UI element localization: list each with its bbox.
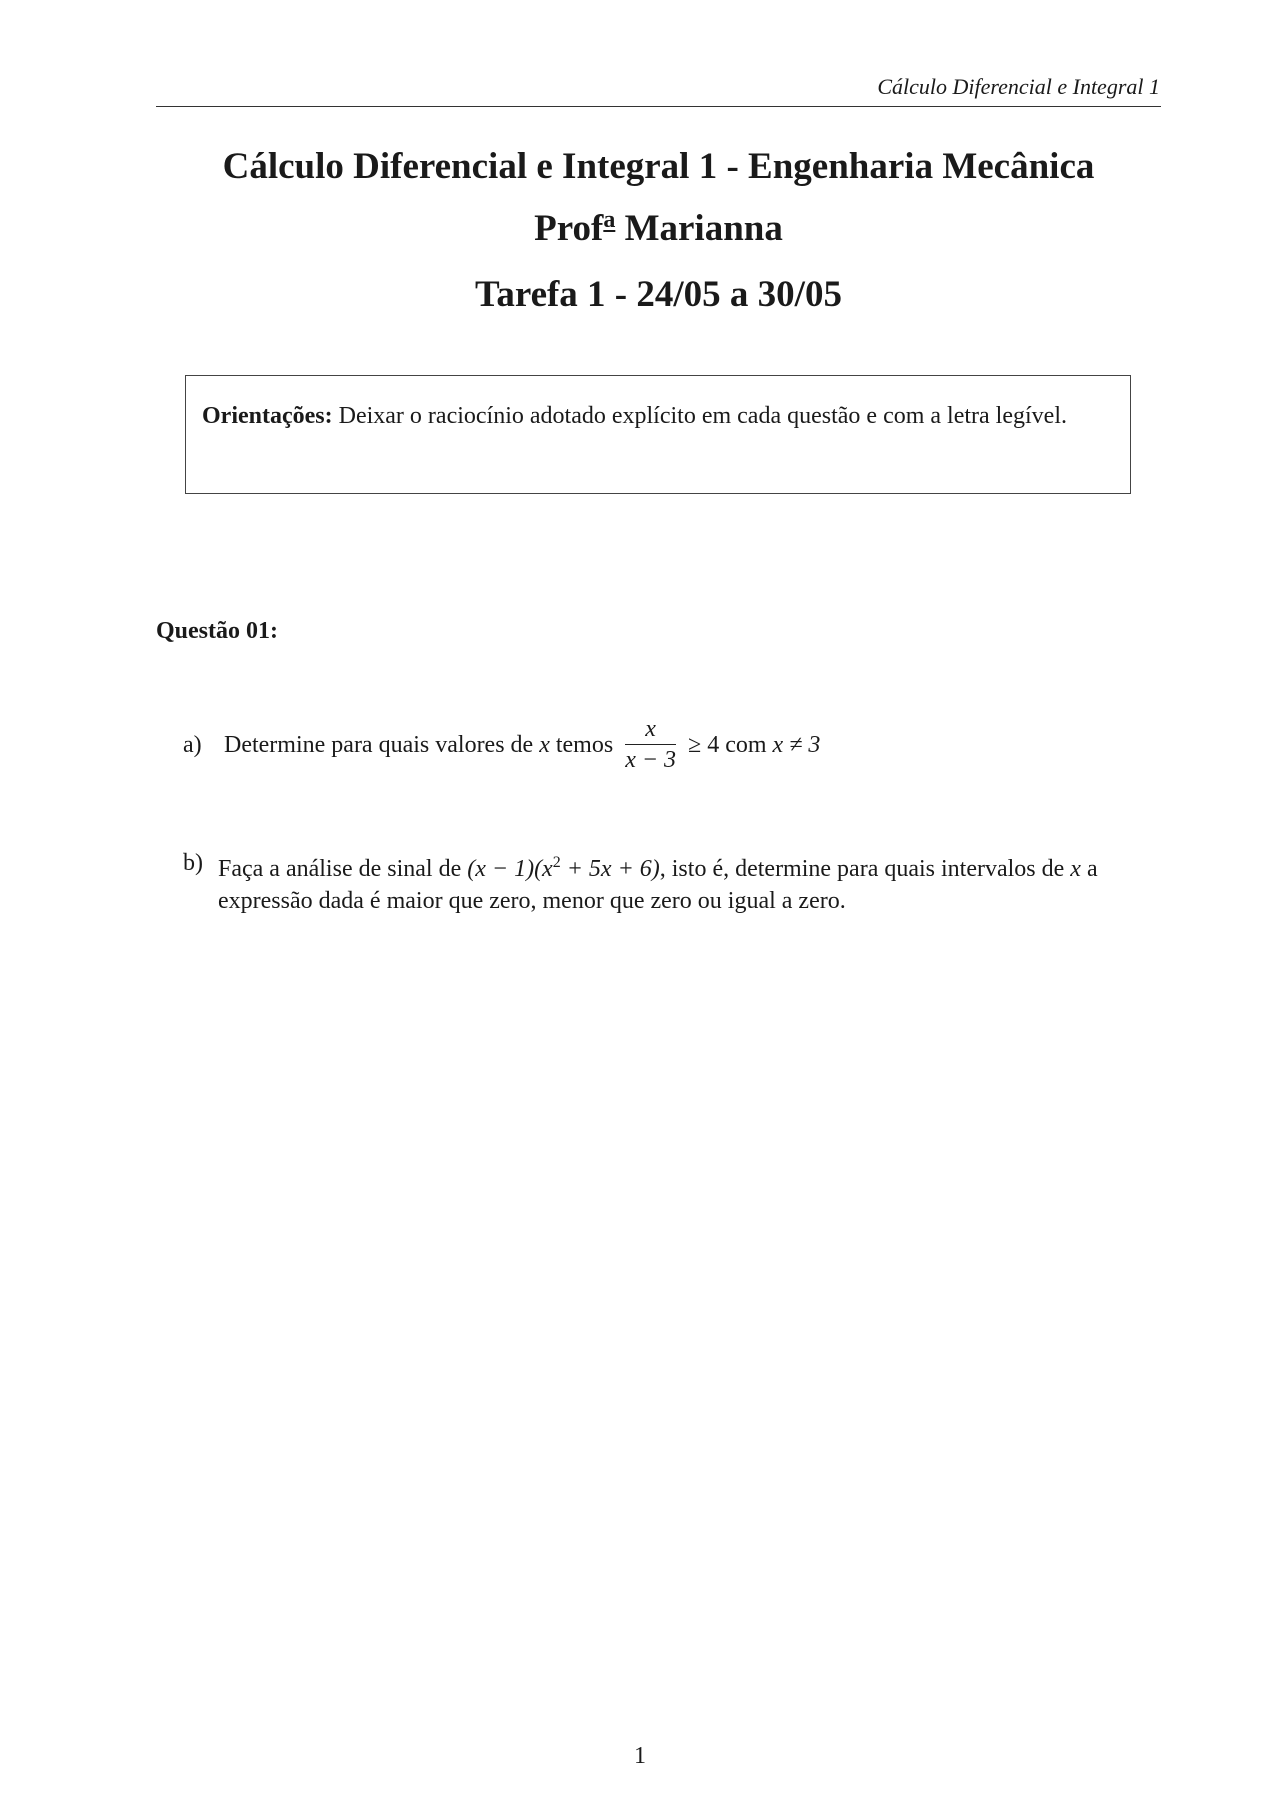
header-rule — [156, 106, 1161, 107]
inequality-text: ≥ 4 com — [688, 732, 767, 759]
guidance-label: Orientações: — [202, 403, 333, 429]
item-text: a expressão dada é maior que zero, menor que zero ou igual a zero. — [218, 856, 1098, 914]
guidance-box — [185, 375, 1131, 494]
math-variable: x — [1070, 856, 1081, 882]
course-title: Cálculo Diferencial e Integral 1 - Engenharia Mecânica — [222, 146, 1095, 187]
professor-name: Marianna — [624, 208, 783, 249]
math-expression: + 5x + 6) — [560, 856, 660, 882]
item-text: , isto é, determine para quais intervalos de — [659, 856, 1065, 882]
item-marker: b) — [183, 850, 203, 876]
question-item-a — [183, 716, 820, 777]
item-marker: a) — [183, 732, 202, 759]
running-header: Cálculo Diferencial e Integral 1 — [877, 74, 1160, 99]
condition-expression: x ≠ 3 — [772, 732, 821, 759]
assignment-title: Tarefa 1 - 24/05 a 30/05 — [475, 274, 842, 315]
fraction-denominator: x − 3 — [625, 747, 677, 773]
question-item-b — [183, 847, 1163, 917]
item-text: Faça a análise de sinal de — [218, 856, 462, 882]
item-text: Determine para quais valores de — [224, 732, 534, 759]
professor-superscript: a — [603, 207, 616, 233]
item-text: temos — [555, 732, 614, 759]
page-number: 1 — [634, 1743, 646, 1769]
professor-prefix: Prof — [534, 208, 604, 249]
fraction-numerator: x — [625, 714, 676, 745]
guidance-text: Deixar o raciocínio adotado explícito em cada questão e com a letra legível. — [338, 403, 1067, 429]
title-block — [156, 145, 1161, 335]
math-variable: x — [539, 732, 550, 759]
question-heading: Questão 01: — [156, 618, 278, 644]
professor-line — [156, 207, 1161, 255]
math-exponent: 2 — [552, 854, 561, 871]
item-body — [218, 847, 1158, 917]
fraction — [625, 714, 676, 775]
math-expression: (x − 1)(x — [467, 856, 553, 882]
